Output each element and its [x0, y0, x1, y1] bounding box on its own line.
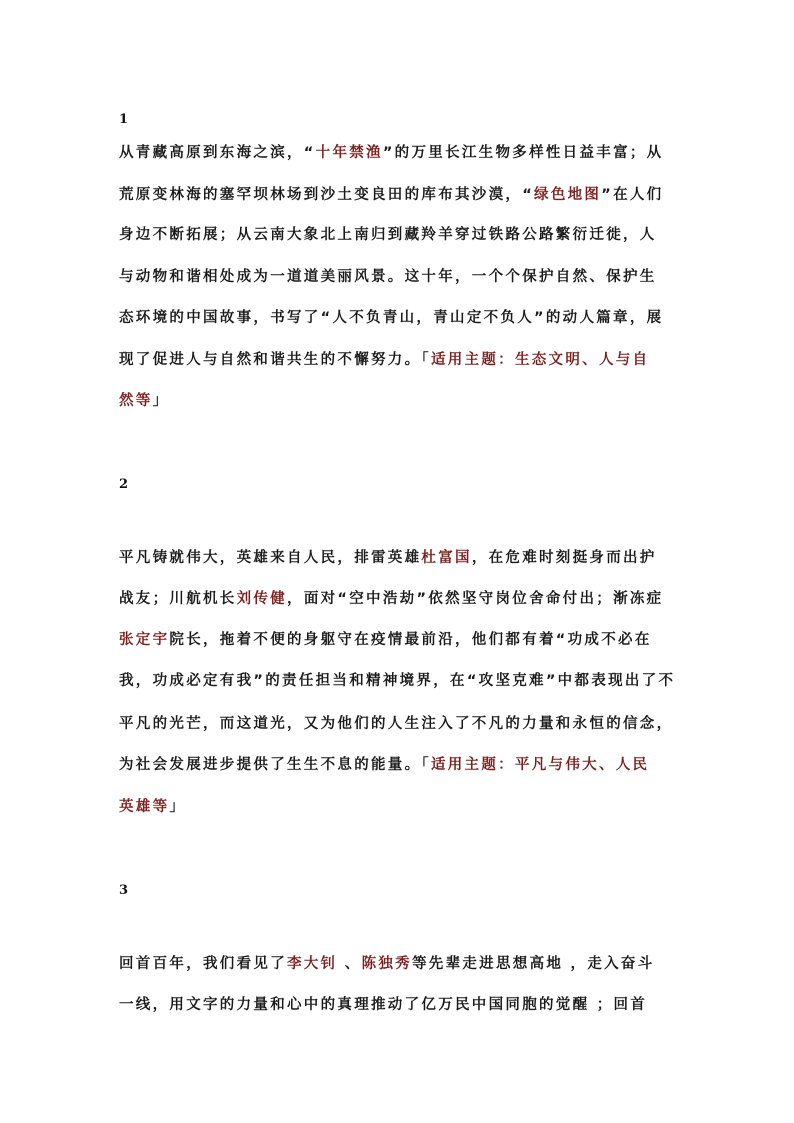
- highlighted-text: 刘传健: [236, 591, 288, 607]
- paragraph-line: [119, 348, 679, 369]
- paragraph-line: [119, 389, 679, 410]
- highlighted-text: 适用主题：生态文明、人与自: [430, 352, 650, 368]
- paragraph-line: [119, 952, 679, 973]
- text-run: 平凡的光芒，而这道光，又为他们的人生注入了不凡的力量和永恒的信念，: [119, 716, 674, 732]
- text-run: 等先辈走进思想高地 ，走入奋斗: [411, 956, 655, 972]
- highlighted-text: 然等: [119, 393, 153, 409]
- paragraph-line: [119, 265, 679, 286]
- paragraph-line: [119, 753, 679, 774]
- text-run: ”在人们: [601, 187, 664, 203]
- paragraph-line: [119, 993, 679, 1014]
- section-number: 1: [119, 112, 129, 127]
- section-number: 3: [119, 883, 129, 898]
- highlighted-text: 张定宇: [119, 632, 170, 648]
- paragraph-line: [119, 183, 679, 204]
- highlighted-text: 李大钊: [287, 956, 338, 972]
- text-run: ，在危难时刻挺身而出护: [471, 550, 657, 566]
- highlighted-text: 适用主题：平凡与伟大、人民: [430, 757, 650, 773]
- text-run: 与动物和谐相处成为一道道美丽风景。这十年，一个个保护自然、保护生: [119, 269, 657, 285]
- highlighted-text: 英雄等: [119, 799, 170, 815]
- text-run: 现了促进人与自然和谐共生的不懈努力。「: [119, 352, 431, 368]
- paragraph-line: [119, 712, 679, 733]
- highlighted-text: 陈独秀: [361, 956, 412, 972]
- text-run: 」: [169, 799, 187, 815]
- text-run: 为社会发展进步提供了生生不息的能量。「: [119, 757, 431, 773]
- text-run: 一线，用文字的力量和心中的真理推动了亿万民中国同胞的觉醒 ；回首: [119, 997, 648, 1013]
- text-run: 战友；川航机长: [119, 591, 237, 607]
- paragraph-line: [119, 795, 679, 816]
- paragraph-line: [119, 306, 679, 327]
- text-run: 院长，拖着不便的身躯守在疫情最前沿，他们都有着“功成不必在: [169, 632, 652, 648]
- paragraph-line: [119, 587, 679, 608]
- text-run: 」: [152, 393, 170, 409]
- paragraph-line: [119, 546, 679, 567]
- highlighted-text: 杜富国: [421, 550, 472, 566]
- paragraph-line: [119, 223, 679, 244]
- paragraph-line: [119, 141, 679, 162]
- highlighted-text: 十年禁渔: [315, 145, 383, 161]
- text-run: 、: [337, 956, 362, 972]
- text-run: 我，功成必定有我”的责任担当和精神境界，在“攻坚克难”中都表现出了不: [119, 673, 676, 689]
- text-run: 回首百年，我们看见了: [119, 956, 287, 972]
- text-run: ”的万里长江生物多样性日益丰富；从: [382, 145, 664, 161]
- text-run: ，面对“空中浩劫”依然坚守岗位舍命付出；渐冻症: [287, 591, 664, 607]
- text-run: 身边不断拓展；从云南大象北上南归到藏羚羊穿过铁路公路繁衍迁徙，人: [119, 227, 657, 243]
- text-run: 平凡铸就伟大，英雄来自人民，排雷英雄: [119, 550, 422, 566]
- paragraph-line: [119, 669, 679, 690]
- text-run: 从青藏高原到东海之滨，“: [119, 145, 316, 161]
- text-run: 荒原变林海的塞罕坝林场到沙土变良田的库布其沙漠，“: [119, 187, 535, 203]
- text-run: 态环境的中国故事，书写了“人不负青山，青山定不负人”的动人篇章，展: [119, 310, 664, 326]
- highlighted-text: 绿色地图: [534, 187, 602, 203]
- section-number: 2: [119, 477, 129, 492]
- paragraph-line: [119, 628, 679, 649]
